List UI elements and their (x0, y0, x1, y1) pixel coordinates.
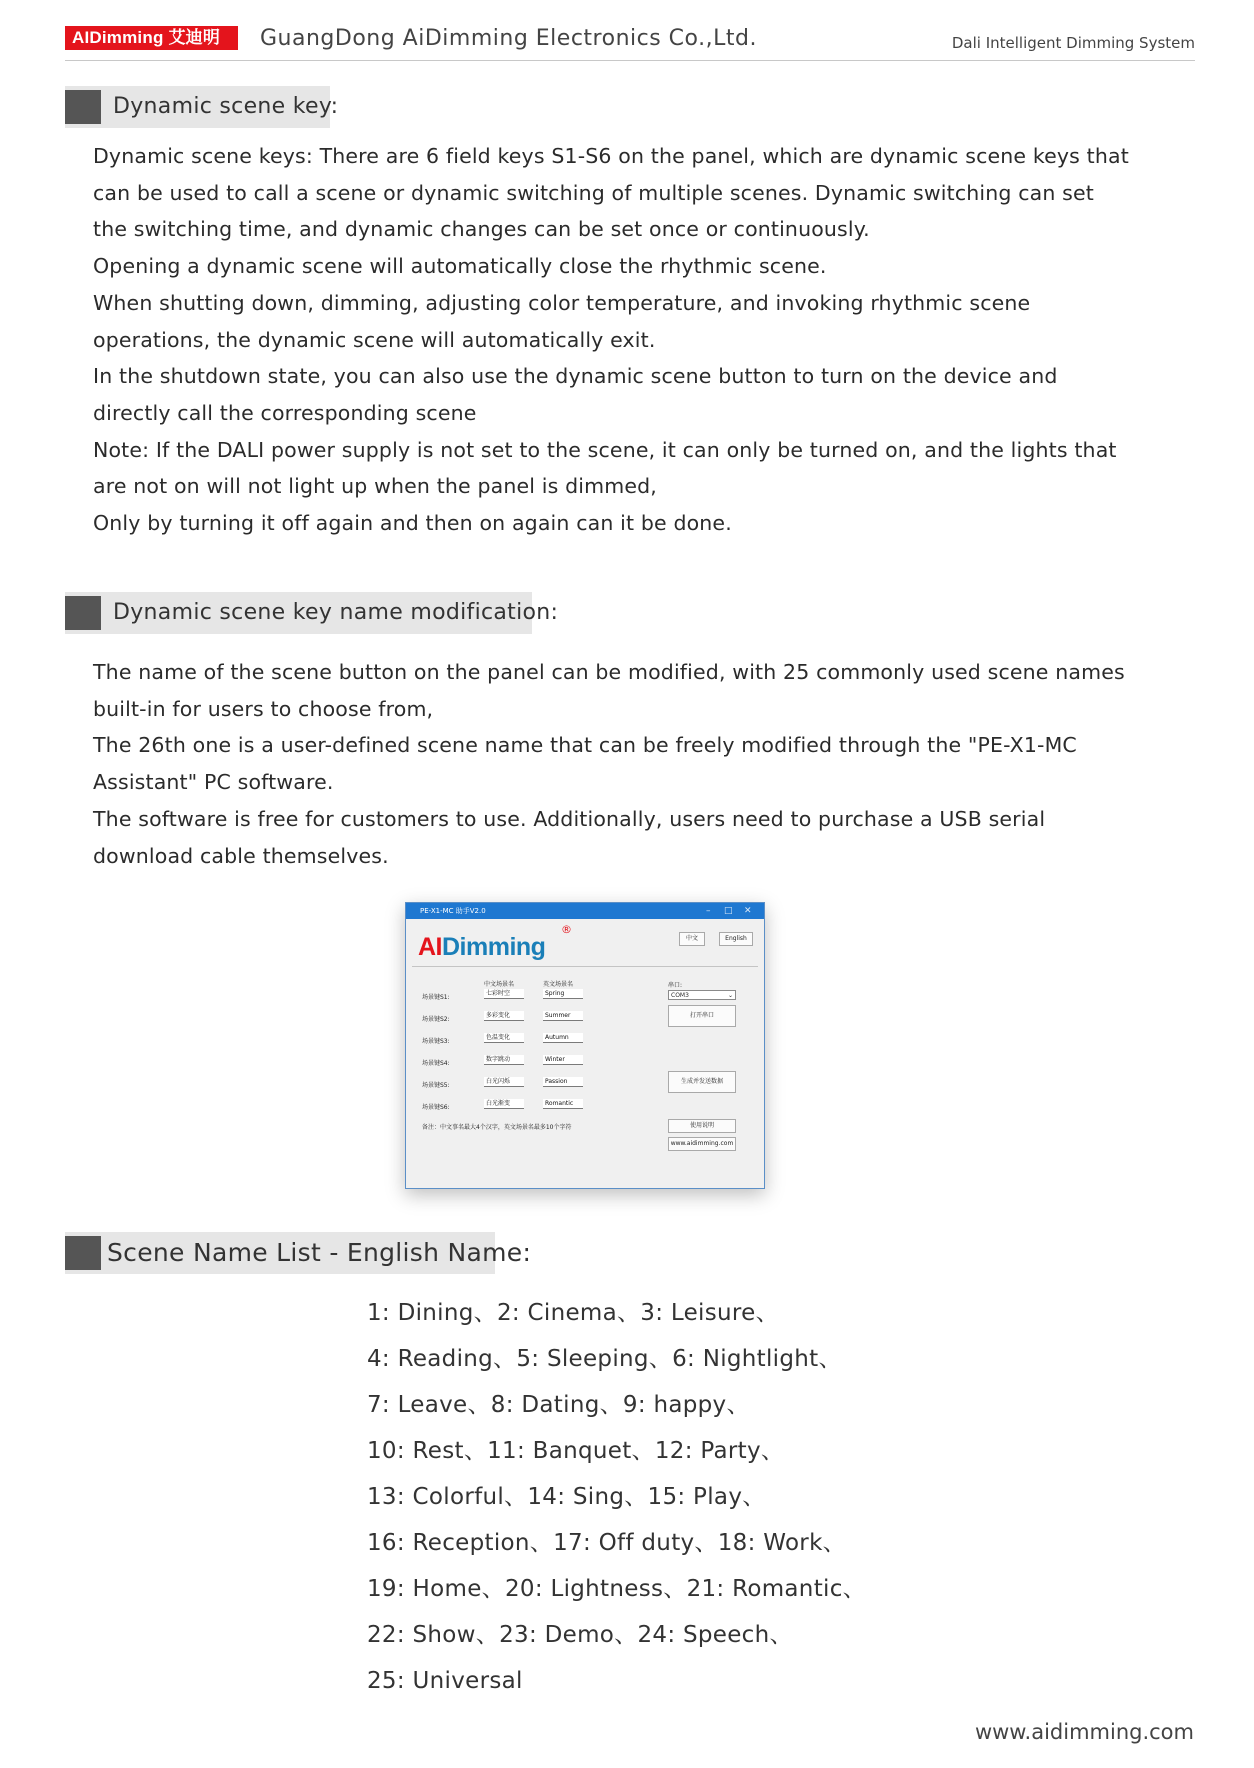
paragraph: The 26th one is a user-defined scene name that can be freely modified through the "PE-X1-MC Assistant" PC software. (93, 733, 1077, 795)
section-title: Dynamic scene key: (113, 94, 339, 119)
list-item: 22: Show、23: Demo、24: Speech、 (367, 1622, 793, 1648)
usage-button[interactable]: 使用说明 (668, 1119, 736, 1133)
list-item: 19: Home、20: Lightness、21: Romantic、 (367, 1576, 866, 1602)
list-item: 13: Colorful、14: Sing、15: Play、 (367, 1484, 766, 1510)
paragraph: Dynamic scene keys: There are 6 field keys S1-S6 on the panel, which are dynamic scene keys that can be used to call a scene or dynamic switching of multiple scenes. Dynamic switching can set the switching time, and dynamic changes can be set once or continuously. (93, 144, 1129, 242)
scene-key-label: 场景键S3: (422, 1038, 450, 1045)
heading-square-icon (65, 90, 101, 124)
registered-mark: ® (561, 923, 572, 936)
paragraph: Note: If the DALI power supply is not set to the scene, it can only be turned on, and the lights that are not on will not light up when the panel is dimmed, (93, 437, 1117, 499)
chevron-down-icon: ⌄ (727, 992, 733, 999)
window-logo: AIDimming (418, 933, 546, 961)
section-heading-scene-name-list (65, 1232, 532, 1274)
section-1-body (93, 138, 1133, 542)
page-header (65, 22, 1195, 61)
minimize-icon[interactable]: – (706, 906, 711, 916)
footer-url: www.aidimming.com (974, 1720, 1194, 1744)
serial-port-select[interactable]: COM3 ⌄ (668, 990, 736, 1000)
paragraph: Opening a dynamic scene will automatically close the rhythmic scene. (93, 254, 827, 279)
list-item: 4: Reading、5: Sleeping、6: Nightlight、 (367, 1346, 842, 1372)
column-header-english: 英文场景名 (543, 981, 574, 988)
heading-square-icon (65, 1236, 101, 1270)
list-item: 16: Reception、17: Off duty、18: Work、 (367, 1530, 846, 1556)
software-window-screenshot (405, 902, 765, 1189)
english-language-button[interactable]: English (719, 932, 753, 946)
divider (412, 966, 758, 967)
scene-key-label: 场景键S5: (422, 1082, 450, 1089)
scene-en-input[interactable]: Autumn (543, 1033, 583, 1043)
scene-cn-input[interactable]: 七彩时空 (484, 989, 524, 999)
serial-port-label: 串口: (668, 982, 683, 989)
scene-name-list (367, 1290, 866, 1704)
scene-cn-input[interactable]: 色温变化 (484, 1033, 524, 1043)
list-item: 25: Universal (367, 1668, 523, 1694)
paragraph: In the shutdown state, you can also use the dynamic scene button to turn on the device and directly call the corresponding scene (93, 364, 1058, 425)
chinese-language-button[interactable]: 中文 (679, 932, 705, 946)
scene-key-label: 场景键S4: (422, 1060, 450, 1067)
company-logo: AIDimming 艾迪明 (65, 26, 238, 50)
scene-cn-input[interactable]: 数字跳动 (484, 1055, 524, 1065)
window-note: 备注：中文事名最大4个汉字，英文场景名最多10个字符 (422, 1124, 572, 1131)
paragraph: The name of the scene button on the panel can be modified, with 25 commonly used scene names built-in for users to choose from, (93, 660, 1125, 721)
scene-key-label: 场景键S1: (422, 994, 450, 1001)
section-heading-name-modification (65, 592, 559, 634)
scene-cn-input[interactable]: 白光闪烁 (484, 1077, 524, 1087)
system-name: Dali Intelligent Dimming System (951, 34, 1195, 52)
website-link[interactable]: www.aidimming.com (668, 1137, 736, 1151)
section-title: Dynamic scene key name modification: (113, 600, 559, 625)
list-item: 10: Rest、11: Banquet、12: Party、 (367, 1438, 785, 1464)
heading-square-icon (65, 596, 101, 630)
scene-en-input[interactable]: Romantic (543, 1099, 583, 1109)
close-icon[interactable]: ✕ (744, 906, 752, 916)
paragraph: When shutting down, dimming, adjusting color temperature, and invoking rhythmic scene operations, the dynamic scene will automatically exit. (93, 290, 1031, 352)
scene-en-input[interactable]: Summer (543, 1011, 583, 1021)
paragraph: Only by turning it off again and then on again can it be done. (93, 511, 732, 536)
section-title: Scene Name List - English Name: (107, 1238, 532, 1267)
generate-send-button[interactable]: 生成并发送数据 (668, 1071, 736, 1093)
list-item: 7: Leave、8: Dating、9: happy、 (367, 1392, 750, 1418)
section-heading-dynamic-scene-key (65, 86, 339, 128)
list-item: 1: Dining、2: Cinema、3: Leisure、 (367, 1300, 779, 1326)
company-name: GuangDong AiDimming Electronics Co.,Ltd. (260, 26, 757, 51)
scene-en-input[interactable]: Spring (543, 989, 583, 999)
open-port-button[interactable]: 打开串口 (668, 1005, 736, 1027)
window-title: PE-X1-MC 助手V2.0 (420, 907, 486, 915)
section-2-body (93, 654, 1133, 874)
column-header-chinese: 中文场景名 (484, 981, 515, 988)
window-titlebar (406, 903, 764, 919)
paragraph: The software is free for customers to use. Additionally, users need to purchase a USB serial download cable themselves. (93, 806, 1046, 868)
scene-cn-input[interactable]: 白光渐变 (484, 1099, 524, 1109)
maximize-icon[interactable]: □ (724, 906, 733, 916)
scene-key-label: 场景键S6: (422, 1104, 450, 1111)
scene-key-label: 场景键S2: (422, 1016, 450, 1023)
scene-en-input[interactable]: Passion (543, 1077, 583, 1087)
scene-en-input[interactable]: Winter (543, 1055, 583, 1065)
scene-cn-input[interactable]: 多彩变化 (484, 1011, 524, 1021)
